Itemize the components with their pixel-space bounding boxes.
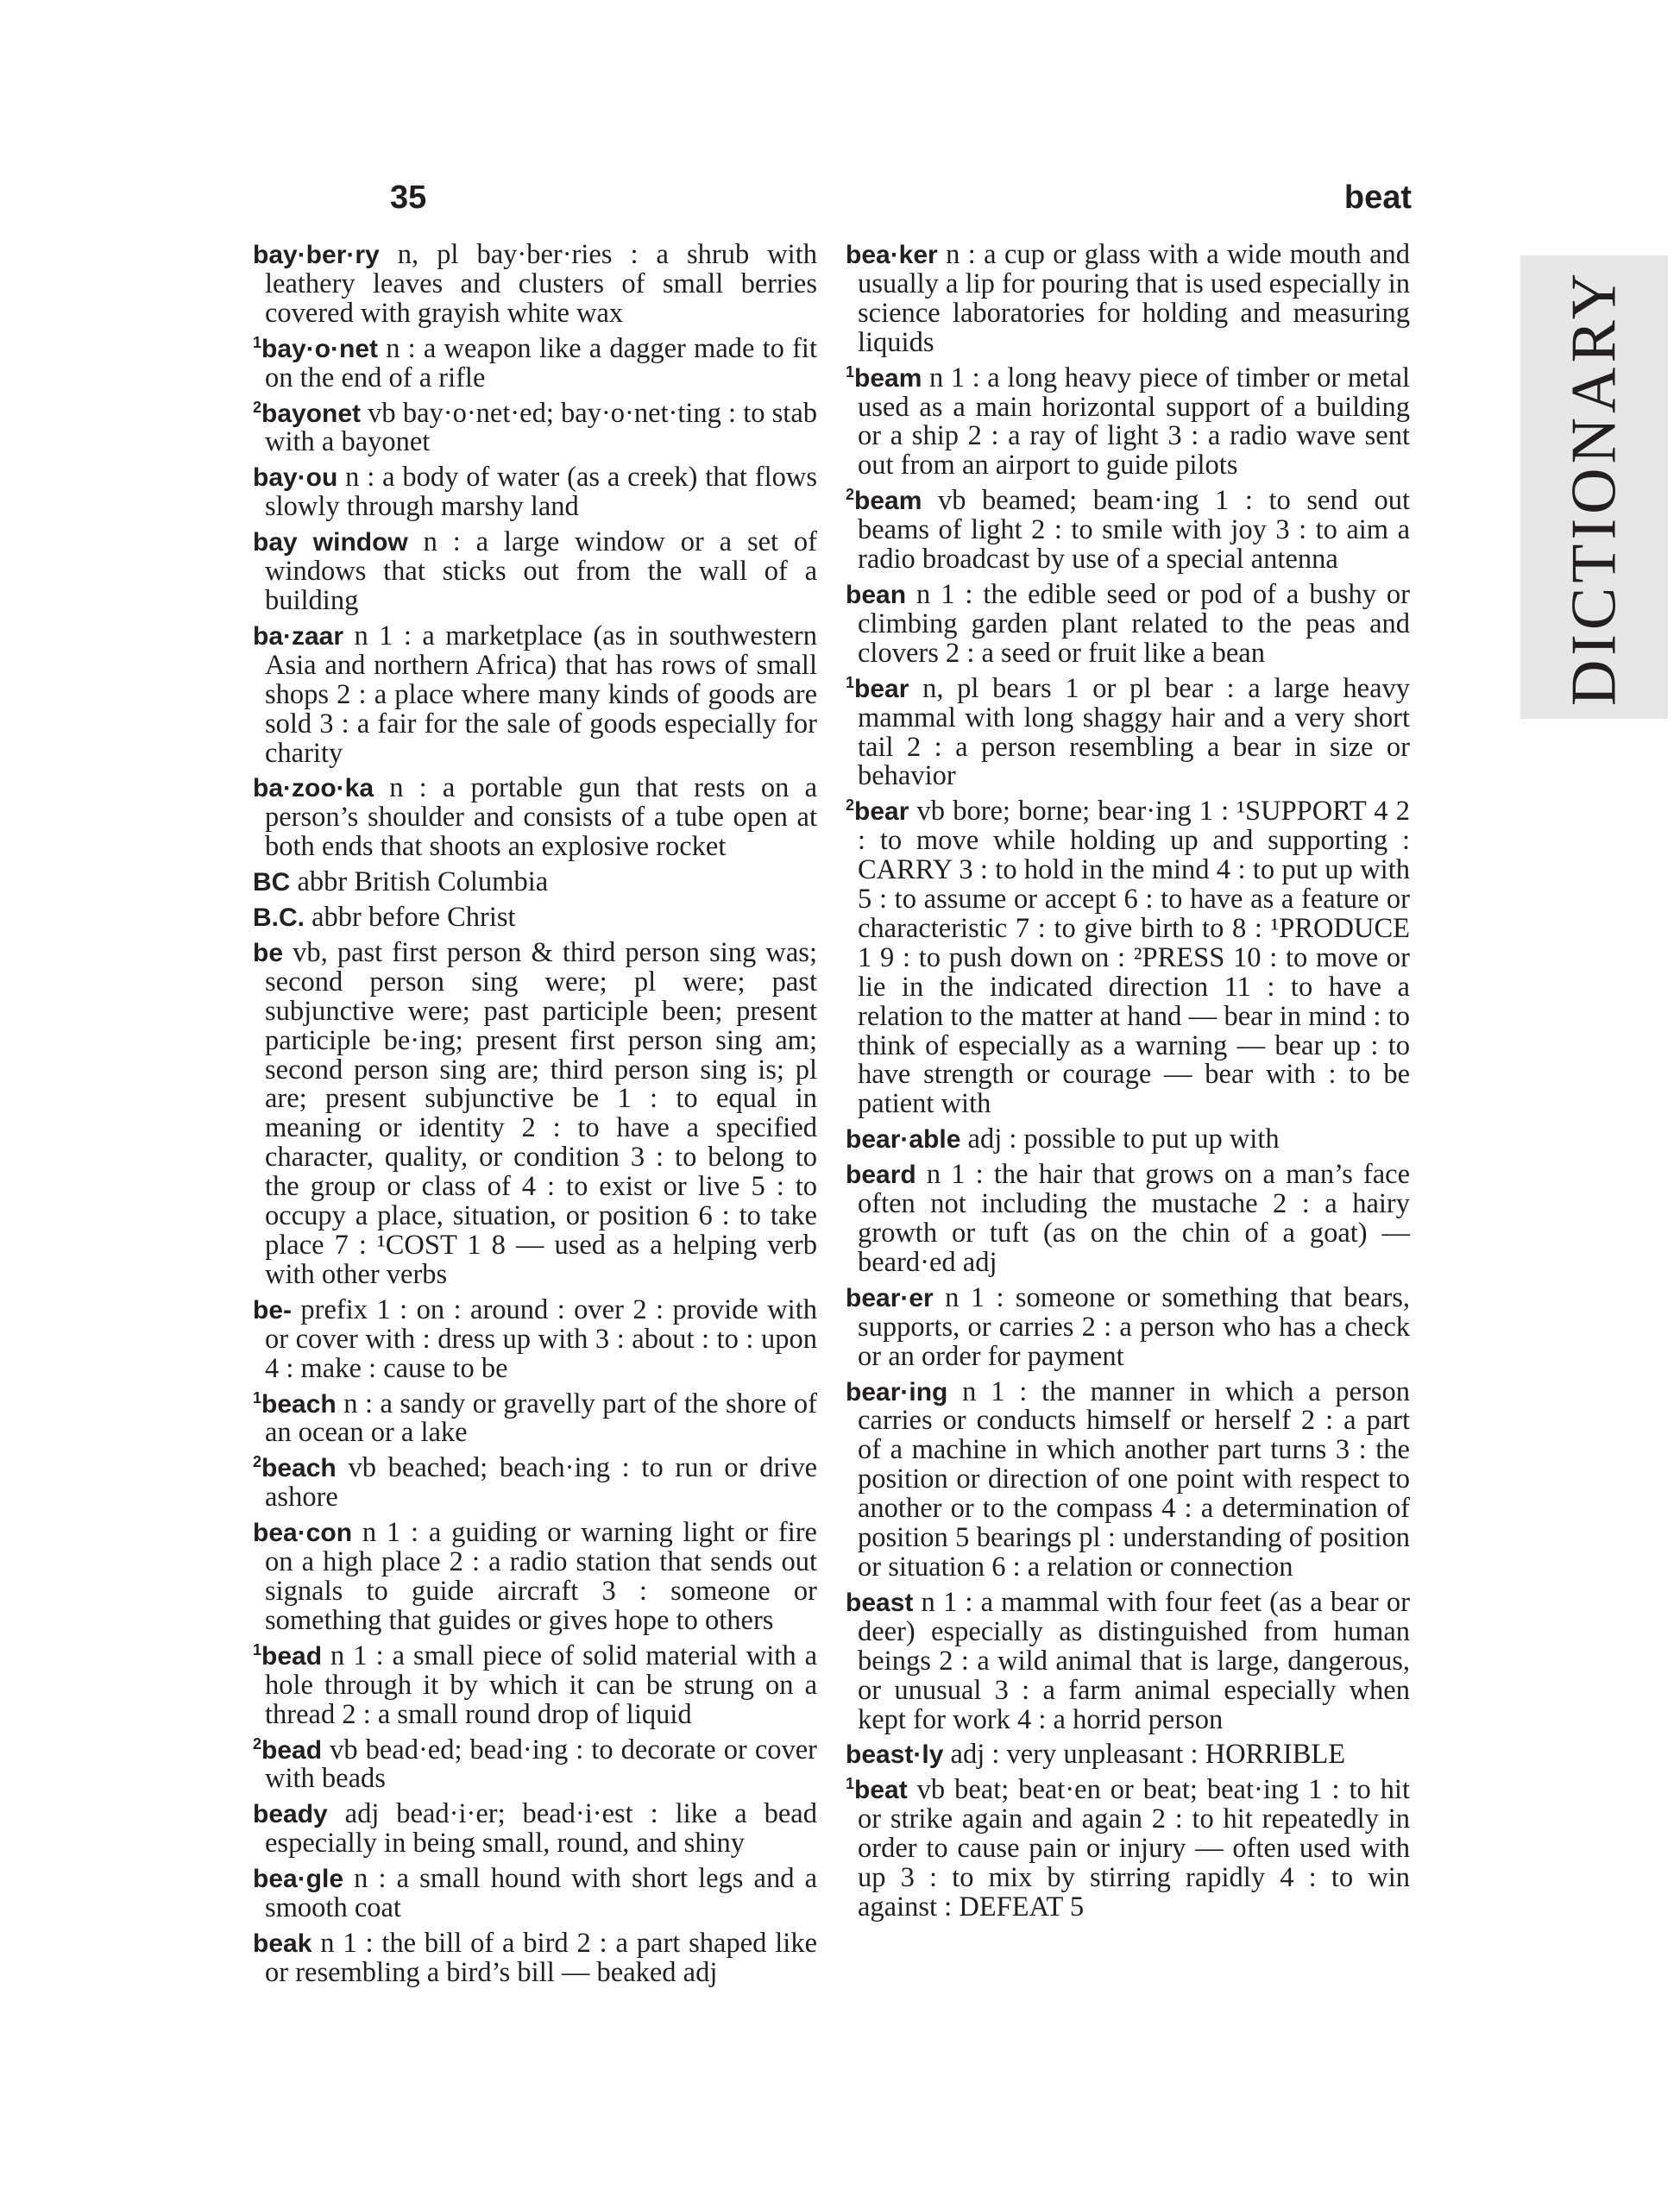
headword (253, 1296, 292, 1325)
definition: abbr British Columbia (290, 866, 549, 898)
headword-text: beam (854, 487, 922, 516)
homograph-number: 2 (846, 796, 855, 815)
headword (846, 675, 909, 703)
definition: n : a portable gun that rests on a person’s shoulder and consists of a tube open at both ends that shoots an explosive rocket (265, 772, 817, 863)
headword-text: beast·ly (846, 1740, 944, 1770)
headword-text: bear (854, 797, 909, 827)
dictionary-entry (846, 575, 1410, 669)
headword (253, 1929, 311, 1958)
headword-text: bead (261, 1735, 323, 1765)
dictionary-entry (253, 457, 817, 522)
dictionary-entry (253, 1448, 817, 1513)
dictionary-entry (253, 1923, 817, 1988)
headword-text: B.C. (253, 903, 305, 933)
definition: vb bore; borne; bear·ing 1 : ¹SUPPORT 4 2 : to move while holding up and supporting : CARRY 3 : to hold in the mind 4 : to put up with 5 : to assume or accept 6 : to have as a feature or characteristic 7 : to give birth to 8 : ¹PRODUCE 1 9 : to push down on : ²PRESS 10 : to move or lie in the indicated direction 11 : to have a relation to the matter at hand — bear in mind : to think of especially as a warning — bear up : to have strength or courage — bear with : to be patient with (858, 796, 1410, 1120)
headword-text: beak (253, 1929, 312, 1958)
headword-text: beach (261, 1454, 337, 1483)
dictionary-entry (846, 481, 1410, 575)
headword-text: beady (253, 1800, 328, 1829)
dictionary-entry (846, 1119, 1410, 1155)
homograph-number: 1 (253, 333, 262, 351)
dictionary-entry (846, 669, 1410, 792)
definition: n 1 : a long heavy piece of timber or metal used as a main horizontal support of a building or a ship 2 : a ray of light 3 : a radio wave sent out from an airport to guide pilots (858, 362, 1410, 481)
headword (253, 868, 290, 897)
headword-text: beast (846, 1588, 914, 1617)
headword-text: ba·zaar (253, 621, 344, 651)
headword (846, 1161, 916, 1189)
headword (846, 1284, 934, 1312)
headword (846, 797, 909, 826)
dictionary-entry (253, 1290, 817, 1384)
definition: adj : very unpleasant : HORRIBLE (943, 1739, 1346, 1771)
dictionary-entry (253, 862, 817, 897)
definition: vb, past first person & third person sing was; second person sing were; pl were; past subjunctive were; past participle been; present participle be·ing; present first person sing am; second person sing are; third person sing is; pl are; present subjunctive be 1 : to equal in meaning or identity 2 : to have a specified character, quality, or condition 3 : to belong to the group or class of 4 : to exist or live 5 : to occupy a place, situation, or position 6 : to take place 7 : ¹COST 1 8 — used as a helping verb with other verbs (265, 936, 817, 1290)
dictionary-entry (846, 358, 1410, 481)
right-column (846, 235, 1410, 1923)
definition: n 1 : the manner in which a person carries or conducts himself or herself 2 : a part of a machine in which another part turns 3 : the position or direction of one point with respect to another or to the compass 4 : a determination of position 5 bearings pl : understanding of position or situation 6 : a relation or connection (858, 1375, 1410, 1583)
dictionary-entry (253, 393, 817, 458)
dictionary-entry (253, 1513, 817, 1636)
definition: adj bead·i·er; bead·i·est : like a bead especially in being small, round, and shiny (265, 1798, 817, 1860)
headword (846, 1589, 913, 1617)
headword (253, 1865, 343, 1893)
headword (253, 1736, 322, 1765)
dictionary-entry (846, 235, 1410, 358)
headword-text: bear (854, 674, 909, 703)
homograph-number: 2 (846, 486, 855, 504)
definition: n 1 : a mammal with four feet (as a bear or deer) especially as distinguished from human beings 2 : a wild animal that is large, dangerous, or unusual 3 : a farm animal especially when kept for work 4 : a horrid person (858, 1586, 1410, 1735)
headword-text: bayonet (261, 399, 362, 428)
homograph-number: 2 (253, 398, 262, 416)
headword (846, 487, 922, 515)
dictionary-entry (846, 1155, 1410, 1278)
headword (846, 364, 922, 393)
headword-text: beard (846, 1161, 916, 1190)
headword-text: bea·ker (846, 241, 938, 269)
definition: abbr before Christ (305, 902, 516, 934)
homograph-number: 2 (253, 1734, 262, 1753)
headword (253, 939, 283, 967)
headword (253, 400, 361, 428)
homograph-number: 1 (253, 1640, 262, 1658)
homograph-number: 2 (253, 1453, 262, 1471)
dictionary-entry (846, 1372, 1410, 1583)
definition: n 1 : a guiding or warning light or fire on a high place 2 : a radio station that sends out signals to guide aircraft 3 : someone or something that guides or gives hope to others (265, 1517, 817, 1636)
definition: n, pl bears 1 or pl bear : a large heavy mammal with long shaggy hair and a very short tail 2 : a person resembling a bear in size or behavior (858, 672, 1410, 792)
headword-text: BC (253, 868, 291, 897)
definition: adj : possible to put up with (960, 1123, 1280, 1155)
definition: n : a cup or glass with a wide mouth and usually a lip for pouring that is used especially in science laboratories for holding and measuring liquids (858, 239, 1410, 358)
headword (253, 622, 343, 651)
definition: n, pl bay·ber·ries : a shrub with leathery leaves and clusters of small berries covered with grayish white wax (265, 239, 817, 329)
headword (253, 1454, 337, 1482)
headword-text: beam (854, 363, 922, 393)
headword (253, 1519, 352, 1547)
headword-text: bea·gle (253, 1865, 344, 1894)
dictionary-entry (253, 1384, 817, 1449)
headword-text: bean (846, 580, 907, 609)
definition: n : a body of water (as a creek) that flows slowly through marshy land (265, 462, 817, 523)
dictionary-entry (253, 768, 817, 862)
homograph-number: 1 (253, 1388, 262, 1407)
definition: vb bead·ed; bead·ing : to decorate or cover with beads (265, 1734, 817, 1795)
definition: n 1 : the bill of a bird 2 : a part shaped like or resembling a bird’s bill — beaked adj (265, 1927, 817, 1988)
headword (846, 581, 906, 609)
dictionary-entry (253, 933, 817, 1290)
guide-word: beat (1343, 179, 1412, 216)
definition: n 1 : a marketplace (as in southwestern Asia and northern Africa) that has rows of small shops 2 : a place where many kinds of goods are sold 3 : a fair for the sale of goods especially for charity (265, 620, 817, 769)
headword-text: ba·zoo·ka (253, 774, 374, 803)
definition: n : a large window or a set of windows that sticks out from the wall of a building (265, 526, 817, 616)
homograph-number: 1 (846, 673, 855, 691)
dictionary-entry (846, 1734, 1410, 1770)
headword-text: bear·er (846, 1283, 934, 1312)
headword (846, 1378, 947, 1407)
definition: vb beamed; beam·ing 1 : to send out beams of light 2 : to smile with joy 3 : to aim a radio broadcast by use of a special antenna (858, 485, 1410, 576)
headword (253, 1800, 328, 1828)
dictionary-entry (253, 329, 817, 393)
definition: vb beached; beach·ing : to run or drive ashore (265, 1452, 817, 1514)
headword (846, 1776, 908, 1804)
definition: n 1 : a small piece of solid material with a hole through it by which it can be strung on a thread 2 : a small round drop of liquid (265, 1639, 817, 1730)
left-column (253, 235, 817, 1988)
definition: n 1 : the edible seed or pod of a bushy or climbing garden plant related to the peas and clovers 2 : a seed or fruit like a bean (858, 578, 1410, 669)
dictionary-entry (253, 1859, 817, 1923)
dictionary-entry (253, 1730, 817, 1795)
homograph-number: 1 (846, 1775, 855, 1793)
headword (846, 1125, 960, 1154)
dictionary-entry (846, 1770, 1410, 1923)
headword (253, 528, 408, 557)
headword-text: bea·con (253, 1519, 353, 1548)
headword-text: bay·ber·ry (253, 241, 380, 269)
dictionary-entry (846, 1278, 1410, 1372)
dictionary-entry (253, 616, 817, 769)
headword (253, 1390, 337, 1419)
dictionary-entry (253, 522, 817, 616)
headword-text: bay·ou (253, 463, 338, 493)
dictionary-entry (253, 1636, 817, 1730)
headword (253, 463, 337, 492)
dictionary-entry (846, 1583, 1410, 1735)
headword-text: bay window (253, 528, 408, 557)
definition: n : a sandy or gravelly part of the shore of an ocean or a lake (265, 1388, 817, 1449)
headword-text: beat (854, 1776, 908, 1805)
headword-text: bear·able (846, 1125, 961, 1155)
definition: vb bay·o·net·ed; bay·o·net·ting : to stab with a bayonet (265, 397, 817, 458)
definition: n 1 : the hair that grows on a man’s face often not including the mustache 2 : a hairy growth or tuft (as on the chin of a goat) — beard·ed adj (858, 1159, 1410, 1278)
headword (253, 774, 374, 802)
headword-text: bead (261, 1641, 323, 1671)
homograph-number: 1 (846, 362, 855, 381)
section-tab-label: DICTIONARY (1558, 268, 1629, 706)
headword (846, 241, 938, 269)
headword-text: be- (253, 1295, 292, 1325)
headword (253, 1642, 322, 1671)
headword-text: be (253, 938, 284, 967)
dictionary-entry (253, 897, 817, 933)
headword (253, 241, 380, 269)
dictionary-entry (253, 235, 817, 329)
headword-text: beach (261, 1389, 337, 1419)
headword-text: bear·ing (846, 1377, 948, 1407)
headword (253, 903, 305, 932)
definition: vb beat; beat·en or beat; beat·ing 1 : to hit or strike again and again 2 : to hit repeatedly in order to cause pain or injury — often used with up 3 : to mix by stirring rapidly 4 : to win against : DEFEAT 5 (858, 1774, 1410, 1923)
definition: n : a small hound with short legs and a smooth coat (265, 1863, 817, 1924)
headword (253, 335, 378, 363)
definition: n : a weapon like a dagger made to fit on the end of a rifle (265, 332, 817, 393)
page-number: 35 (390, 179, 427, 216)
section-thumb-tab (1520, 255, 1668, 719)
headword (846, 1740, 943, 1769)
headword-text: bay·o·net (261, 334, 379, 363)
dictionary-entry (846, 791, 1410, 1119)
definition: n 1 : someone or something that bears, supports, or carries 2 : a person who has a check or an order for payment (858, 1281, 1410, 1372)
dictionary-entry (253, 1794, 817, 1859)
definition: prefix 1 : on : around : over 2 : provide with or cover with : dress up with 3 : about : to : upon 4 : make : cause to be (265, 1293, 817, 1384)
